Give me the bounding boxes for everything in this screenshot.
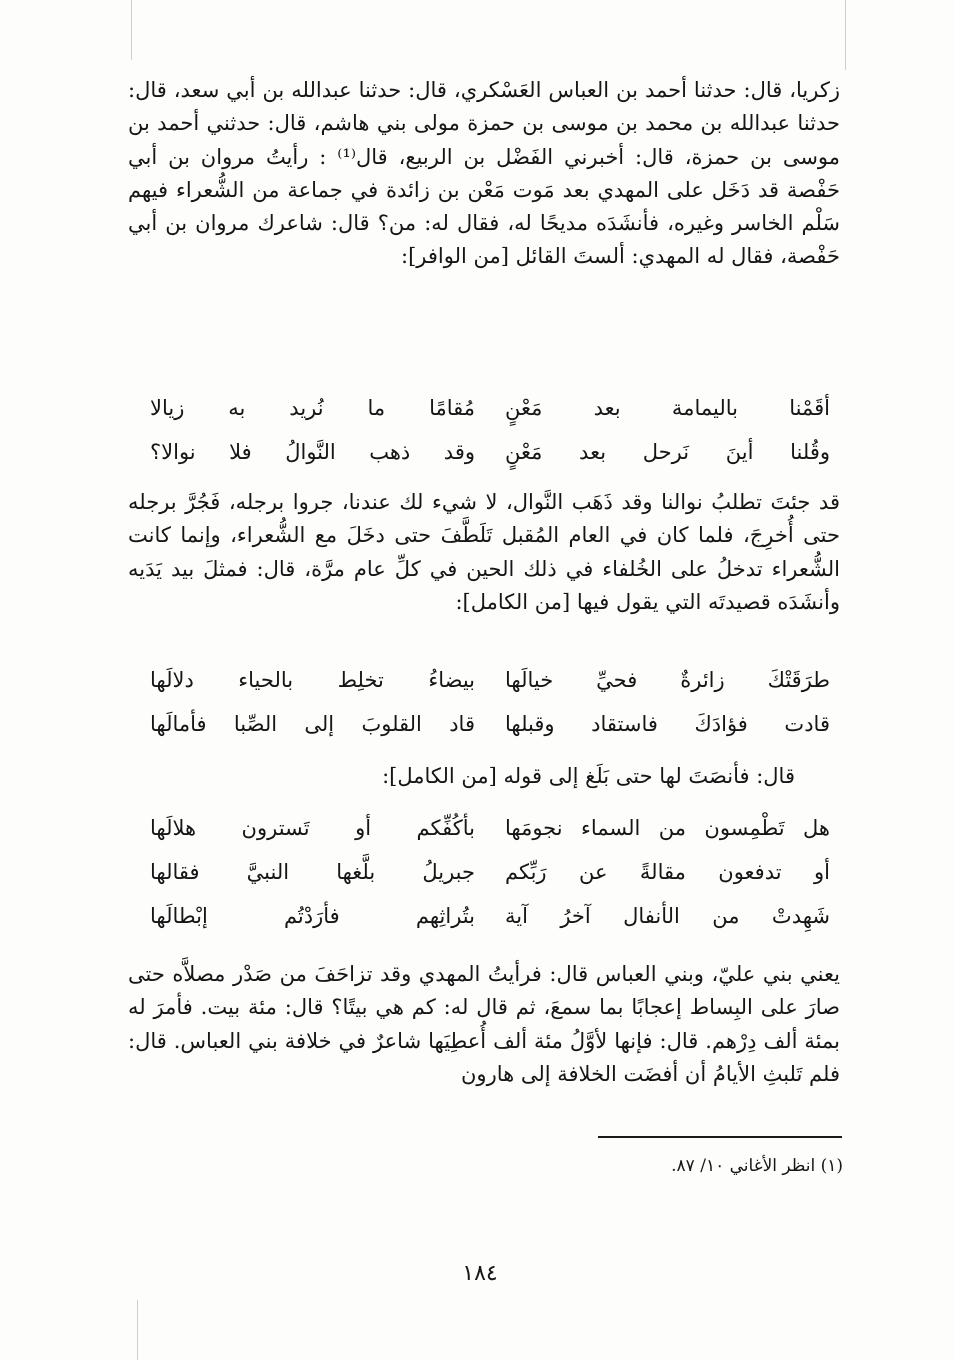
verse-line bbox=[150, 386, 830, 430]
paragraph-4 bbox=[128, 958, 840, 1091]
paragraph-2 bbox=[128, 486, 840, 619]
verse-line bbox=[150, 894, 830, 938]
verse-hemistich-right: أو تدفعون مقالةً عن رَبِّكم bbox=[505, 860, 830, 884]
paragraph-1-text: زكريا، قال: حدثنا أحمد بن العباس العَسْكري، قال: حدثنا عبدالله بن أبي سعد، قال: حدثنا عبدالله بن محمد بن موسى بن حمزة مولى بني هاشم، قال: حدثني أحمد بن موسى بن حمزة، قال: أخبرني الفَضْل بن الربيع، قال⁽¹⁾ : رأيتُ مروان بن أبي حَفْصة قد دَخَل على المهدي بعد مَوت مَعْن بن زائدة في جماعة من الشُّعراء فيهم سَلْم الخاسر وغيره، فأنشَدَه مديحًا له، فقال له: من؟ قال: شاعرك مروان بن أبي حَفْصة، فقال له المهدي: ألستَ القائل [من الوافر]: bbox=[128, 78, 841, 269]
page-number: ١٨٤ bbox=[462, 1261, 498, 1286]
verse-hemistich-left: وقد ذهب النَّوالُ فلا نوالا؟ bbox=[150, 440, 475, 464]
verse-hemistich-left: بتُراثِهم فأرَدْتُم إبْطالَها bbox=[150, 904, 475, 928]
verse-hemistich-right: أقَمْنا باليمامة بعد مَعْنٍ bbox=[505, 396, 830, 420]
verse-hemistich-right: طرَقَتْكَ زائرةٌ فحيِّ خيالَها bbox=[505, 668, 830, 692]
paragraph-3: قال: فأنصَتَ لها حتى بَلَغ إلى قوله [من الكامل]: bbox=[382, 764, 795, 788]
footnote: (١) انظر الأغاني ١٠/ ٨٧. bbox=[671, 1156, 843, 1176]
scan-artifact-line bbox=[137, 1300, 138, 1360]
verse-hemistich-right: وقُلنا أينَ نَرحل بعد مَعْنٍ bbox=[505, 440, 830, 464]
verses-al-kamil-2 bbox=[150, 806, 830, 938]
verse-hemistich-right: شَهِدتْ من الأنفال آخرُ آية bbox=[505, 904, 830, 928]
paragraph-2-text: قد جئتَ تطلبُ نوالنا وقد ذَهَب النَّوال، لا شيء لك عندنا، جروا برجله، فَجُرَّ برجله حتى أُخرِجَ، فلما كان في العام المُقبل تَلَطَّفَ حتى دخَلَ مع الشُّعراء، وإنما كانت الشُّعراء تدخلُ على الخُلفاء في ذلك الحين في كلِّ عام مرَّة، قال: فمثلَ بيد يَدَيه وأنشَدَه قصيدتَه التي يقول فيها [من الكامل]: bbox=[128, 490, 840, 614]
verse-line bbox=[150, 658, 830, 702]
paragraph-4-text: يعني بني عليّ، وبني العباس قال: فرأيتُ المهدي وقد تزاحَفَ من صَدْر مصلاَّه حتى صارَ على البِساط إعجابًا بما سمعَ، ثم قال له: كم هي بيتًا؟ قال: مئة بيت. فأمرَ له بمئة ألف دِرْهم. قال: فإنها لأوَّلُ مئة ألف أُعطِيَها شاعرٌ في خلافة بني العباس. قال: فلم تَلبثِ الأيامُ أن أفضَت الخلافة إلى هارون bbox=[128, 962, 840, 1086]
verse-hemistich-right: هل تَطْمِسون من السماء نجومَها bbox=[505, 816, 830, 840]
verses-al-kamil-1 bbox=[150, 658, 830, 746]
verse-line bbox=[150, 430, 830, 474]
scan-artifact-line bbox=[131, 0, 132, 60]
verses-al-wafir bbox=[150, 386, 830, 474]
scan-artifact-line bbox=[845, 0, 846, 70]
verse-hemistich-left: مُقامًا ما نُريد به زيالا bbox=[150, 396, 475, 420]
footnote-separator bbox=[598, 1136, 842, 1138]
verse-line bbox=[150, 806, 830, 850]
verse-hemistich-left: جبريلُ بلَّغها النبيَّ فقالها bbox=[150, 860, 475, 884]
verse-line bbox=[150, 702, 830, 746]
verse-hemistich-left: بأكُفِّكم أو تَسترون هلالَها bbox=[150, 816, 475, 840]
verse-line bbox=[150, 850, 830, 894]
verse-hemistich-right: قادت فؤادَكَ فاستقاد وقبلها bbox=[505, 712, 830, 736]
verse-hemistich-left: قاد القلوبَ إلى الصِّبا فأمالَها bbox=[150, 712, 475, 736]
verse-hemistich-left: بيضاءُ تخلِط بالحياء دلالَها bbox=[150, 668, 475, 692]
paragraph-1 bbox=[128, 74, 840, 274]
